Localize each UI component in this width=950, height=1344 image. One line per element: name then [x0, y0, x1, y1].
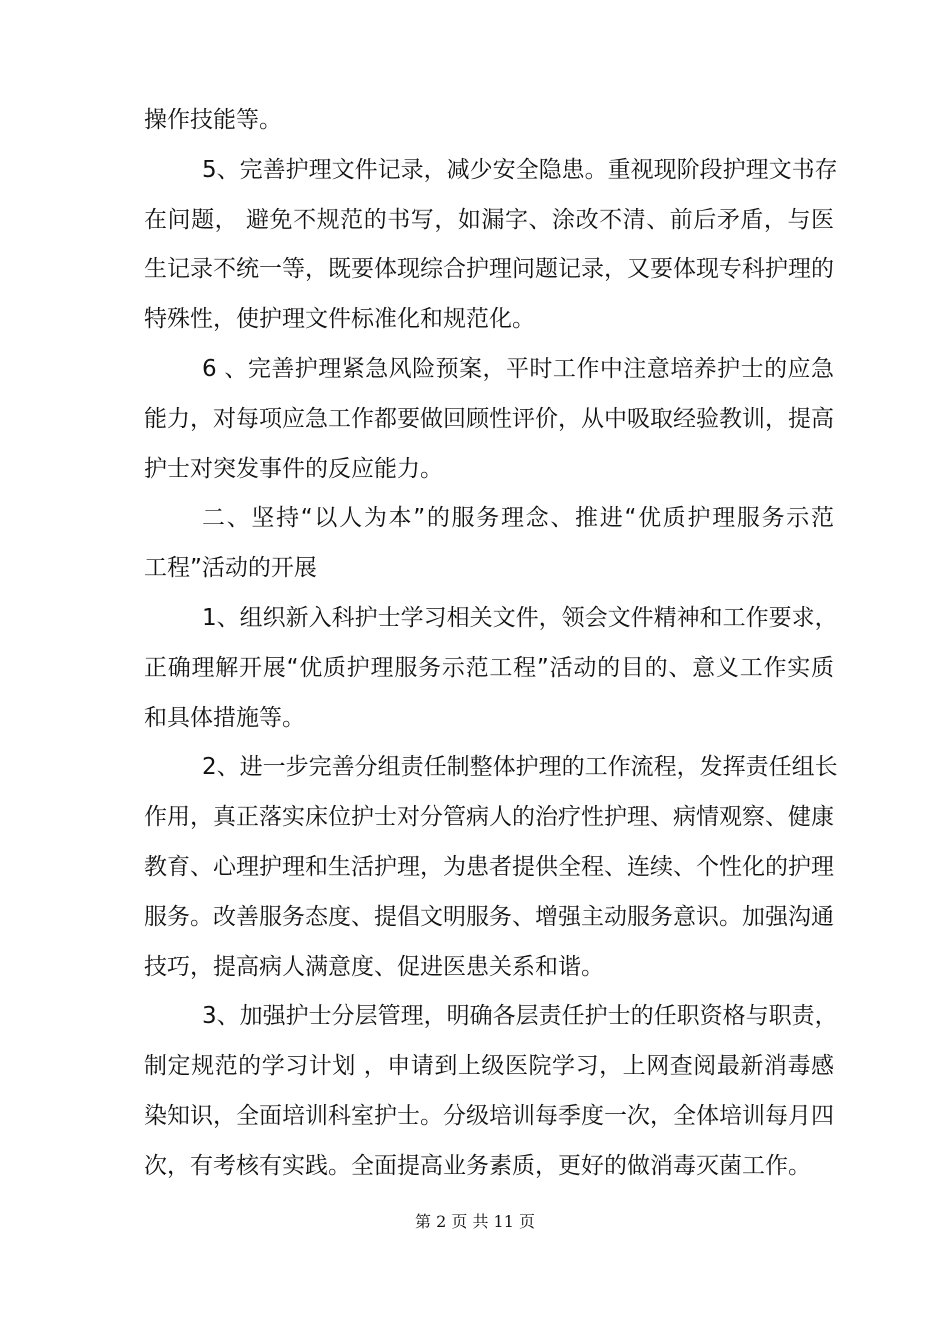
text-line: 染知识，全面培训科室护士。分级培训每季度一次，全体培训每月四: [144, 1103, 834, 1129]
text-line: 2、进一步完善分组责任制整体护理的工作流程，发挥责任组长: [202, 754, 838, 781]
text-line: 护士对突发事件的反应能力。: [144, 455, 443, 482]
text-line: 技巧，提高病人满意度、促进医患关系和谐。: [144, 953, 604, 980]
text-line: 教育、心理护理和生活护理，为患者提供全程、连续、个性化的护理: [144, 854, 834, 880]
text-line: 3、加强护士分层管理，明确各层责任护士的任职资格与职责，: [202, 1003, 838, 1030]
text-line: 操作技能等。: [144, 107, 282, 133]
text-line: 特殊性，使护理文件标准化和规范化。: [144, 306, 535, 333]
text-line: 能力，对每项应急工作都要做回顾性评价，从中吸取经验教训，提高: [144, 405, 834, 432]
text-line: 正确理解开展“优质护理服务示范工程”活动的目的、意义工作实质: [144, 654, 834, 681]
text-line: 1、组织新入科护士学习相关文件，领会文件精神和工作要求，: [202, 605, 838, 631]
text-line: 二、坚持“以人为本”的服务理念、推进“优质护理服务示范: [202, 505, 834, 532]
page-footer: 第 2 页 共 11 页: [415, 1212, 535, 1231]
text-line: 在问题， 避免不规范的书写，如漏字、涂改不清、前后矛盾，与医: [144, 206, 834, 233]
text-line: 次，有考核有实践。全面提高业务素质，更好的做消毒灭菌工作。: [144, 1152, 811, 1179]
text-line: 工程”活动的开展: [144, 555, 317, 582]
text-line: 作用，真正落实床位护士对分管病人的治疗性护理、病情观察、健康: [144, 804, 834, 831]
text-line: 生记录不统一等，既要体现综合护理问题记录，又要体现专科护理的: [144, 256, 834, 283]
text-line: 6 、完善护理紧急风险预案，平时工作中注意培养护士的应急: [202, 356, 834, 382]
text-line: 5、完善护理文件记录，减少安全隐患。重视现阶段护理文书存: [202, 156, 838, 183]
text-line: 服务。改善服务态度、提倡文明服务、增强主动服务意识。加强沟通: [144, 903, 834, 930]
text-line: 和具体措施等。: [144, 704, 305, 731]
text-line: 制定规范的学习计划 ，申请到上级医院学习，上网查阅最新消毒感: [144, 1053, 834, 1080]
